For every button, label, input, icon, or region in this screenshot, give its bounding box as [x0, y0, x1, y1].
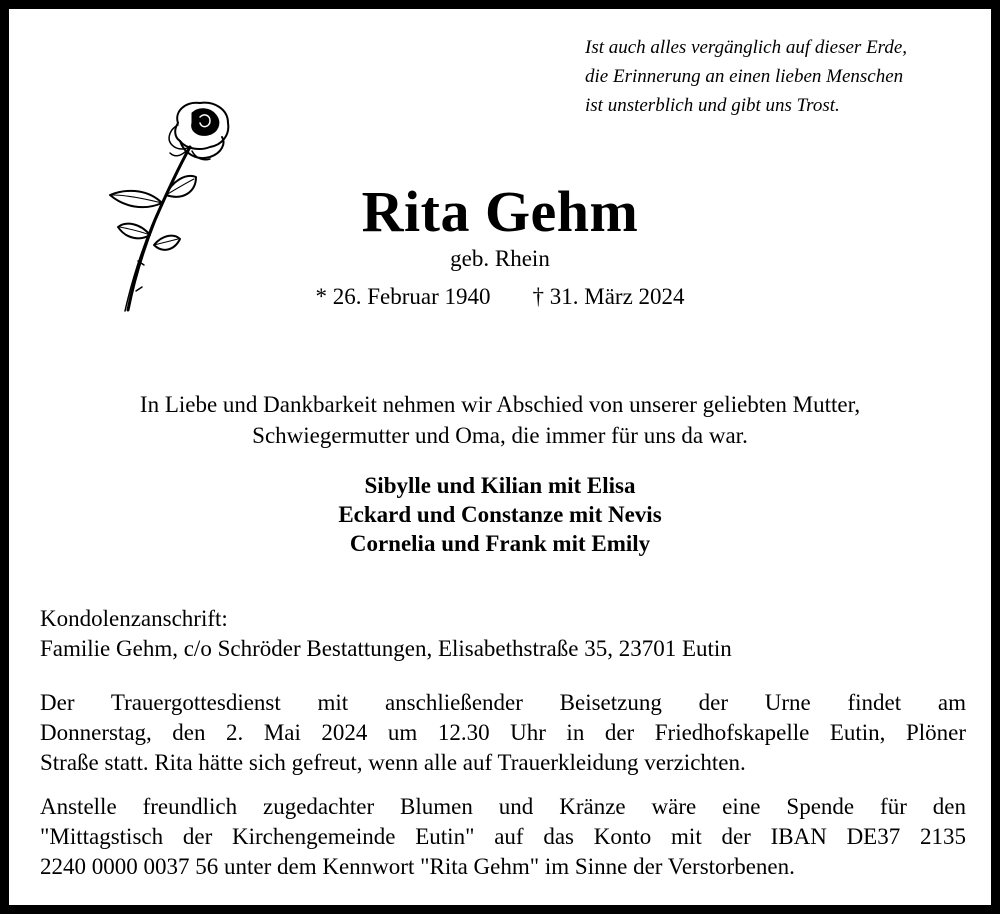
death-date: † 31. März 2024: [532, 284, 685, 309]
birth-date: * 26. Februar 1940: [315, 284, 491, 309]
farewell-line: Schwiegermutter und Oma, die immer für uns da war.: [252, 423, 748, 448]
donation-line: 2240 0000 0037 56 unter dem Kennwort "Rita Gehm" im Sinne der Verstorbenen.: [40, 854, 795, 879]
quote-line: Ist auch alles vergänglich auf dieser Erde,: [585, 37, 908, 58]
quote-line: die Erinnerung an einen lieben Menschen: [585, 66, 904, 87]
donation-line: "Mittagstisch der Kirchengemeinde Eutin" auf das Konto mit der IBAN DE37 2135: [40, 824, 966, 849]
donation-line: Anstelle freundlich zugedachter Blumen und Kränze wäre eine Spende für den: [40, 794, 966, 819]
condolence-address: [40, 604, 966, 664]
deceased-name: Rita Gehm: [361, 179, 639, 244]
service-line: Der Trauergottesdienst mit anschließender Beisetzung der Urne findet am: [40, 690, 966, 715]
family-line: Sibylle und Kilian mit Elisa: [364, 473, 636, 498]
service-notice: [40, 688, 966, 778]
life-dates: [0, 283, 1000, 311]
farewell-line: In Liebe und Dankbarkeit nehmen wir Abschied von unserer geliebten Mutter,: [139, 392, 861, 417]
service-line: Donnerstag, den 2. Mai 2024 um 12.30 Uhr in der Friedhofskapelle Eutin, Plöner: [40, 720, 966, 745]
memorial-quote: [585, 33, 975, 120]
family-signatures: [0, 471, 1000, 558]
service-line: Straße statt. Rita hätte sich gefreut, wenn alle auf Trauerkleidung verzichten.: [40, 750, 746, 775]
quote-line: ist unsterblich und gibt uns Trost.: [585, 95, 840, 116]
family-line: Cornelia und Frank mit Emily: [349, 531, 651, 556]
condolence-label: Kondolenzanschrift:: [40, 606, 228, 631]
condolence-address-line: Familie Gehm, c/o Schröder Bestattungen, Elisabethstraße 35, 23701 Eutin: [40, 636, 732, 661]
family-line: Eckard und Constanze mit Nevis: [338, 502, 662, 527]
donation-notice: [40, 792, 966, 882]
farewell-text: [0, 389, 1000, 451]
birth-name: geb. Rhein: [450, 246, 550, 271]
